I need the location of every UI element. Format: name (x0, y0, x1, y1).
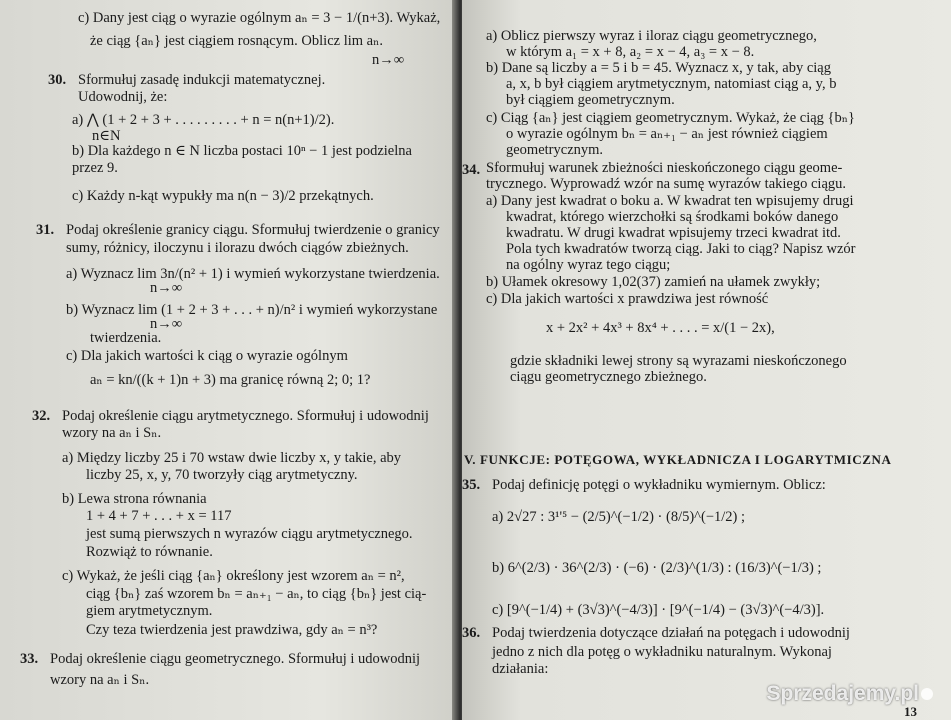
text-line: liczby 25, x, y, 70 tworzyły ciąg arytmetyczny. (86, 467, 358, 483)
exercise-number: 31. (36, 222, 55, 238)
text-line: przez 9. (72, 160, 118, 176)
text-line: o wyrazie ogólnym bₙ = aₙ₊₁ − aₙ jest również ciągiem (506, 126, 828, 142)
text-line: b) Dane są liczby a = 5 i b = 45. Wyznacz x, y tak, aby ciąg (486, 60, 831, 76)
text-line: a) Dany jest kwadrat o boku a. W kwadrat ten wpisujemy drugi (486, 193, 854, 209)
text-line: Czy teza twierdzenia jest prawdziwa, gdy aₙ = n³? (86, 622, 378, 638)
page-number: 13 (904, 704, 917, 719)
watermark-text: Sprzedajemy.pl (766, 682, 919, 705)
text-line: kwadratu. W drugi kwadrat wpisujemy trzeci kwadrat itd. (506, 225, 841, 241)
left-page (0, 0, 460, 720)
text-line: jest sumą pierwszych n wyrazów ciągu arytmetycznego. (86, 526, 413, 542)
watermark (767, 682, 934, 706)
text-line: Podaj określenie granicy ciągu. Sformułuj twierdzenie o granicy (66, 222, 440, 238)
text-line: x + 2x² + 4x³ + 8x⁴ + . . . . = x/(1 − 2x), (546, 320, 775, 336)
text-line: giem arytmetycznym. (86, 603, 213, 619)
text-line: Udowodnij, że: (78, 89, 168, 105)
exercise-number: 35. (462, 477, 481, 493)
text-line: trycznego. Wyprowadź wzór na sumę wyrazów takiego ciągu. (486, 176, 847, 192)
text-line: a, x, b był ciągiem arytmetycznym, natomiast ciąg a, y, b (506, 76, 837, 92)
text-line: kwadrat, którego wierzchołki są środkami boków danego (506, 209, 839, 225)
text-line: a) Wyznacz lim 3n/(n² + 1) i wymień wykorzystane twierdzenia. (66, 266, 440, 282)
text-line: aₙ = kn/((k + 1)n + 3) ma granicę równą 2; 0; 1? (90, 372, 371, 388)
text-line: b) Ułamek okresowy 1,02(37) zamień na ułamek zwykły; (486, 274, 821, 290)
text-line: wzory na aₙ i Sₙ. (50, 672, 150, 688)
text-line: a) 2√27 : 3¹'⁵ − (2/5)^(−1/2) · (8/5)^(−1/2) ; (492, 509, 746, 525)
text-line: działania: (492, 661, 549, 677)
right-page (462, 0, 951, 720)
text-line: gdzie składniki lewej strony są wyrazami nieskończonego (510, 353, 847, 369)
exercise-number: 30. (48, 72, 67, 88)
text-line: Sformułuj warunek zbieżności nieskończonego ciągu geome- (486, 160, 843, 176)
text-line: b) Lewa strona równania (62, 491, 207, 507)
text-line: a) ⋀ (1 + 2 + 3 + . . . . . . . . . + n = n(n+1)/2). (72, 112, 335, 128)
text-line: c) Dla jakich wartości k ciąg o wyrazie ogólnym (66, 348, 348, 364)
text-line: geometrycznym. (506, 142, 604, 158)
text-line: c) Wykaż, że jeśli ciąg {aₙ} określony jest wzorem aₙ = n², (62, 568, 405, 584)
text-line: a) Między liczby 25 i 70 wstaw dwie liczby x, y takie, aby (62, 450, 402, 466)
text-line: wzory na aₙ i Sₙ. (62, 425, 162, 441)
watermark-dot-icon (921, 688, 933, 700)
exercise-number: 32. (32, 408, 51, 424)
text-line: a) Oblicz pierwszy wyraz i iloraz ciągu geometrycznego, (486, 28, 817, 44)
text-line: n→∞ (150, 316, 183, 332)
text-line: twierdzenia. (90, 330, 162, 346)
text-line: Podaj twierdzenia dotyczące działań na potęgach i udowodnij (492, 625, 850, 641)
text-line: c) Ciąg {aₙ} jest ciągiem geometrycznym. Wykaż, że ciąg {bₙ} (486, 110, 855, 126)
text-line: b) Dla każdego n ∈ N liczba postaci 10ⁿ − 1 jest podzielna (72, 143, 412, 159)
text-line: Podaj definicję potęgi o wykładniku wymiernym. Oblicz: (492, 477, 826, 493)
text-line: c) Każdy n-kąt wypukły ma n(n − 3)/2 przekątnych. (72, 188, 374, 204)
text-line: ciąg {bₙ} zaś wzorem bₙ = aₙ₊₁ − aₙ, to ciąg {bₙ} jest cią- (86, 586, 427, 602)
text-line: Podaj określenie ciągu arytmetycznego. Sformułuj i udowodnij (62, 408, 429, 424)
text-line: był ciągiem geometrycznym. (506, 92, 675, 108)
text-line: ciągu geometrycznego zbieżnego. (510, 369, 707, 385)
exercise-number: 34. (462, 162, 481, 178)
exercise-number: 33. (20, 651, 39, 667)
text-line: c) [9^(−1/4) + (3√3)^(−4/3)] · [9^(−1/4) − (3√3)^(−4/3)]. (492, 602, 825, 618)
text-line: Pola tych kwadratów tworzą ciąg. Jaki to ciąg? Napisz wzór (506, 241, 856, 257)
text-line: sumy, różnicy, iloczynu i ilorazu dwóch ciągów zbieżnych. (66, 240, 409, 256)
text-line: n→∞ (150, 280, 183, 296)
text-line: c) Dany jest ciąg o wyrazie ogólnym aₙ = 3 − 1/(n+3). Wykaż, (78, 10, 441, 26)
text-line: jedno z nich dla potęg o wykładniku naturalnym. Wykonaj (492, 644, 832, 660)
text-line: n∈N (92, 128, 121, 144)
text-line: Sformułuj zasadę indukcji matematycznej. (78, 72, 326, 88)
section-header: V. FUNKCJE: POTĘGOWA, WYKŁADNICZA I LOGARYTMICZNA (464, 452, 892, 467)
text-line: Podaj określenie ciągu geometrycznego. Sformułuj i udowodnij (50, 651, 421, 667)
text-line: na ogólny wyraz tego ciągu; (506, 257, 671, 273)
text-line: c) Dla jakich wartości x prawdziwa jest równość (486, 291, 769, 307)
text-line: że ciąg {aₙ} jest ciągiem rosnącym. Oblicz lim aₙ. (90, 33, 383, 49)
exercise-number: 36. (462, 625, 481, 641)
text-line: b) Wyznacz lim (1 + 2 + 3 + . . . + n)/n² i wymień wykorzystane (66, 302, 438, 318)
text-line: Rozwiąż to równanie. (86, 544, 213, 560)
text-line: 1 + 4 + 7 + . . . + x = 117 (86, 508, 232, 524)
text-line: b) 6^(2/3) · 36^(2/3) · (−6) · (2/3)^(1/3) : (16/3)^(−1/3) ; (492, 560, 822, 576)
text-line: w którym a₁ = x + 8, a₂ = x − 4, a₃ = x − 8. (506, 44, 755, 60)
text-line: n→∞ (372, 52, 405, 68)
